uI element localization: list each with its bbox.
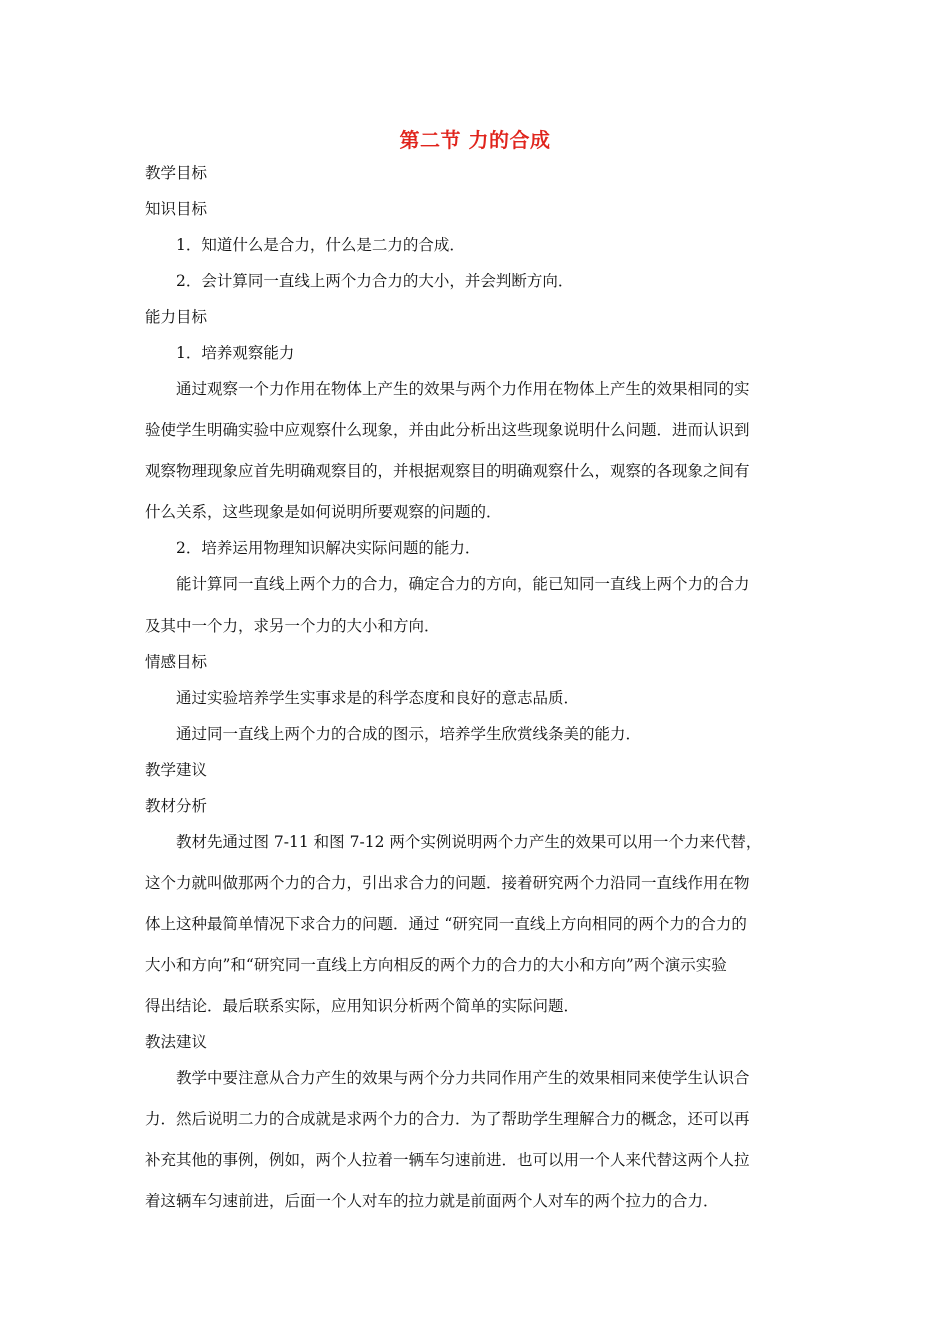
paragraph-line: 什么关系，这些现象是如何说明所要观察的问题的． — [145, 503, 502, 521]
ability-item-2: 2．培养运用物理知识解决实际问题的能力． — [176, 539, 481, 557]
heading-teaching-goals: 教学目标 — [145, 164, 208, 182]
heading-teaching-method: 教法建议 — [145, 1033, 208, 1051]
emotional-item-1: 通过实验培养学生实事求是的科学态度和良好的意志品质． — [176, 689, 580, 707]
ability-item-1: 1．培养观察能力 — [176, 344, 295, 362]
knowledge-item-2: 2．会计算同一直线上两个力合力的大小，并会判断方向． — [176, 272, 574, 290]
paragraph-line: 能计算同一直线上两个力的合力，确定合力的方向，能已知同一直线上两个力的合力 — [176, 575, 750, 593]
knowledge-item-1: 1．知道什么是合力，什么是二力的合成． — [176, 236, 465, 254]
paragraph-line: 观察物理现象应首先明确观察目的，并根据观察目的明确观察什么，观察的各现象之间有 — [145, 462, 750, 480]
heading-teaching-suggestions: 教学建议 — [145, 761, 208, 779]
heading-textbook-analysis: 教材分析 — [145, 797, 208, 815]
paragraph-line: 这个力就叫做那两个力的合力，引出求合力的问题．接着研究两个力沿同一直线作用在物 — [145, 874, 750, 892]
paragraph-line: 教材先通过图 7-11 和图 7-12 两个实例说明两个力产生的效果可以用一个力来代替， — [176, 833, 762, 851]
paragraph-line: 教学中要注意从合力产生的效果与两个分力共同作用产生的效果相同来使学生认识合 — [176, 1069, 750, 1087]
emotional-item-2: 通过同一直线上两个力的合成的图示，培养学生欣赏线条美的能力． — [176, 725, 642, 743]
paragraph-line: 验使学生明确实验中应观察什么现象，并由此分析出这些现象说明什么问题．进而认识到 — [145, 421, 750, 439]
paragraph-line: 得出结论．最后联系实际，应用知识分析两个简单的实际问题． — [145, 997, 580, 1015]
heading-knowledge-goals: 知识目标 — [145, 200, 208, 218]
paragraph-line: 补充其他的事例，例如，两个人拉着一辆车匀速前进．也可以用一个人来代替这两个人拉 — [145, 1151, 750, 1169]
paragraph-line: 体上这种最简单情况下求合力的问题．通过 “研究同一直线上方向相同的两个力的合力的 — [145, 915, 747, 933]
paragraph-line: 大小和方向”和“研究同一直线上方向相反的两个力的合力的大小和方向”两个演示实验 — [145, 956, 727, 974]
heading-ability-goals: 能力目标 — [145, 308, 208, 326]
paragraph-line: 通过观察一个力作用在物体上产生的效果与两个力作用在物体上产生的效果相同的实 — [176, 380, 750, 398]
paragraph-line: 及其中一个力，求另一个力的大小和方向． — [145, 617, 440, 635]
paragraph-line: 力．然后说明二力的合成就是求两个力的合力．为了帮助学生理解合力的概念，还可以再 — [145, 1110, 750, 1128]
section-title: 第二节 力的合成 — [399, 128, 551, 152]
heading-emotional-goals: 情感目标 — [145, 653, 208, 671]
paragraph-line: 着这辆车匀速前进，后面一个人对车的拉力就是前面两个人对车的两个拉力的合力． — [145, 1192, 719, 1210]
